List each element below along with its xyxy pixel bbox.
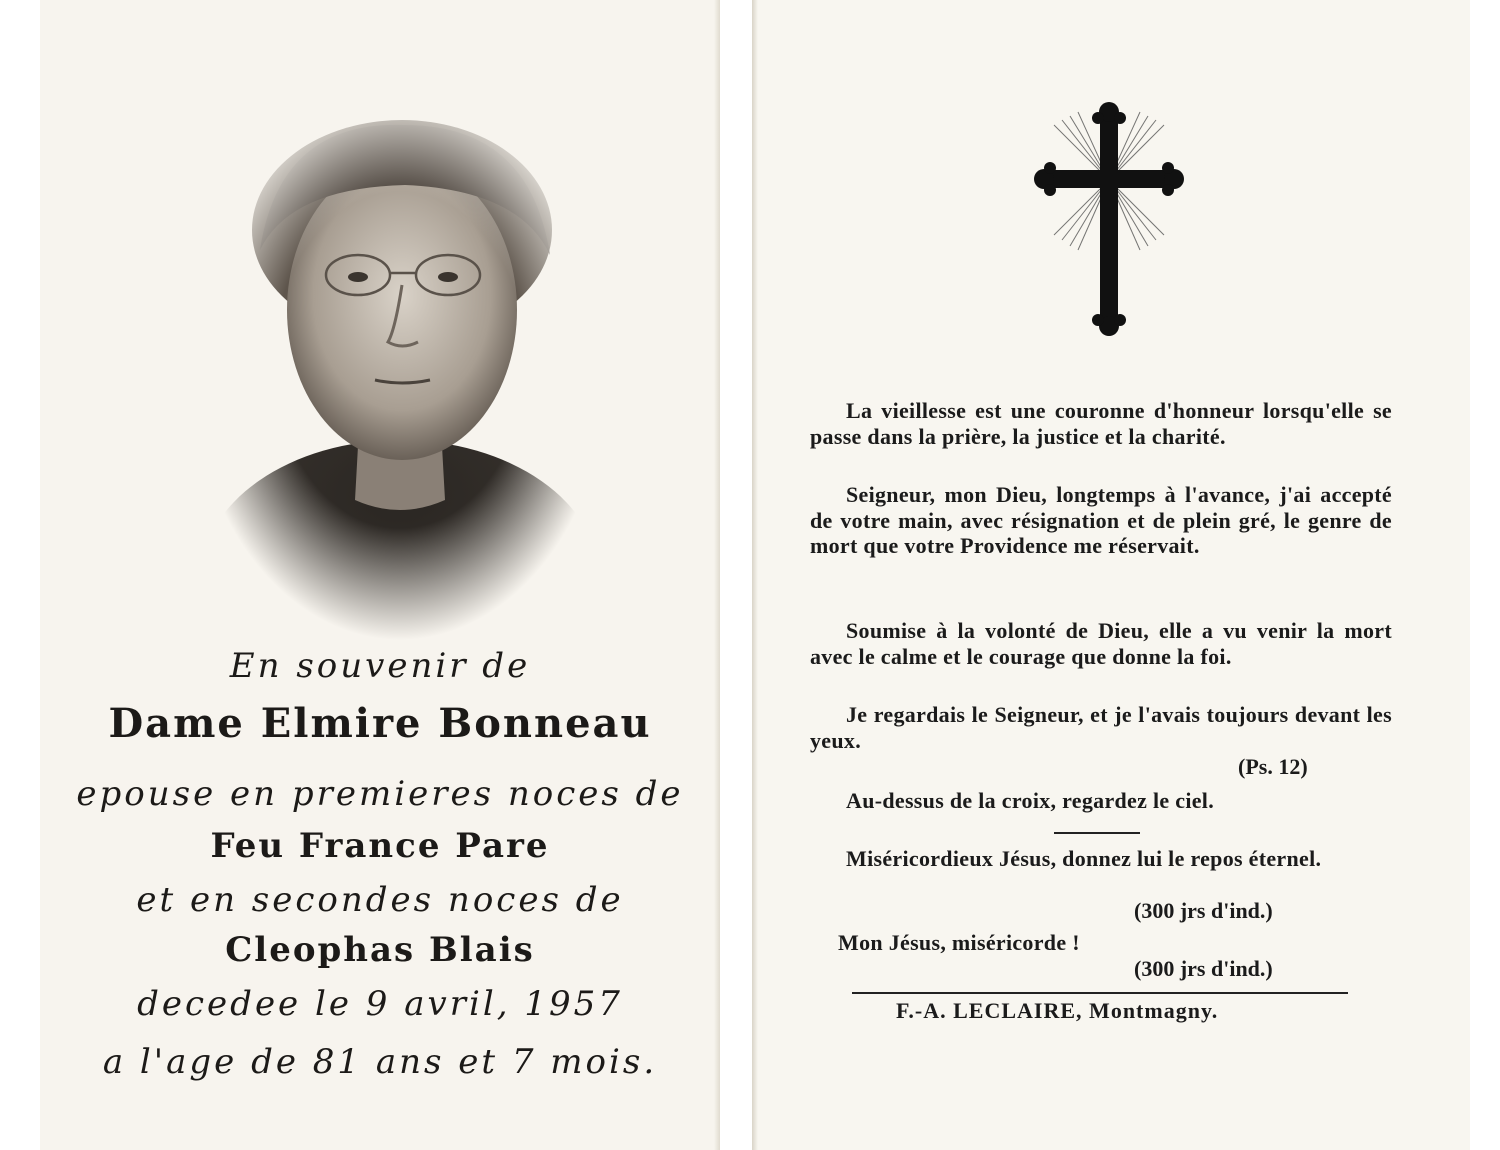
memorial-card-front [40,0,720,1150]
verse-paragraph: Seigneur, mon Dieu, longtemps à l'avance, j'ai accepté de votre main, avec résignation et de plein gré, le genre de mort que votre Providence me réservait. [810,482,1392,558]
psalm-reference: (Ps. 12) [1238,754,1308,779]
verse-block-6 [810,846,1392,872]
card-edge [752,0,758,1150]
indulgence-note-2: (300 jrs d'ind.) [1134,956,1273,981]
verse-block-4 [810,702,1392,753]
verse-block-2 [810,482,1392,559]
prayer-paragraph: Mon Jésus, miséricorde ! [838,930,1080,955]
verse-paragraph: Au-dessus de la croix, regardez le ciel. [846,788,1215,813]
divider [1054,832,1140,834]
age-line: a l'age de 81 ans et 7 mois. [102,1042,658,1082]
printer-credit: F.-A. LECLAIRE, Montmagny. [896,998,1219,1023]
card-edge [714,0,720,1150]
first-husband-name: Feu France Pare [210,826,550,866]
death-date-line: decedee le 9 avril, 1957 [137,984,623,1024]
verse-paragraph: Je regardais le Seigneur, et je l'avais toujours devant les yeux. [810,702,1392,753]
first-marriage-line: epouse en premieres noces de [76,774,684,814]
verse-block-5 [810,788,1392,814]
verse-block-3 [810,618,1392,669]
portrait-photo [190,80,610,640]
verse-paragraph: La vieillesse est une couronne d'honneur lorsqu'elle se passe dans la prière, la justice et la charité. [810,398,1392,449]
verse-block-1 [810,398,1392,449]
memorial-card-back [752,0,1470,1150]
second-marriage-line: et en secondes noces de [136,880,624,920]
second-husband-name: Cleophas Blais [225,930,535,970]
verse-paragraph: Soumise à la volonté de Dieu, elle a vu venir la mort avec le calme et le courage que donne la foi. [810,618,1392,669]
in-memory-of-line: En souvenir de [229,646,531,686]
deceased-name: Dame Elmire Bonneau [108,700,652,747]
indulgence-note-1: (300 jrs d'ind.) [1134,898,1273,923]
divider [852,992,1348,994]
verse-block-7 [810,930,1392,956]
prayer-paragraph: Miséricordieux Jésus, donnez lui le repos éternel. [846,846,1322,871]
cross-icon [1034,100,1184,338]
